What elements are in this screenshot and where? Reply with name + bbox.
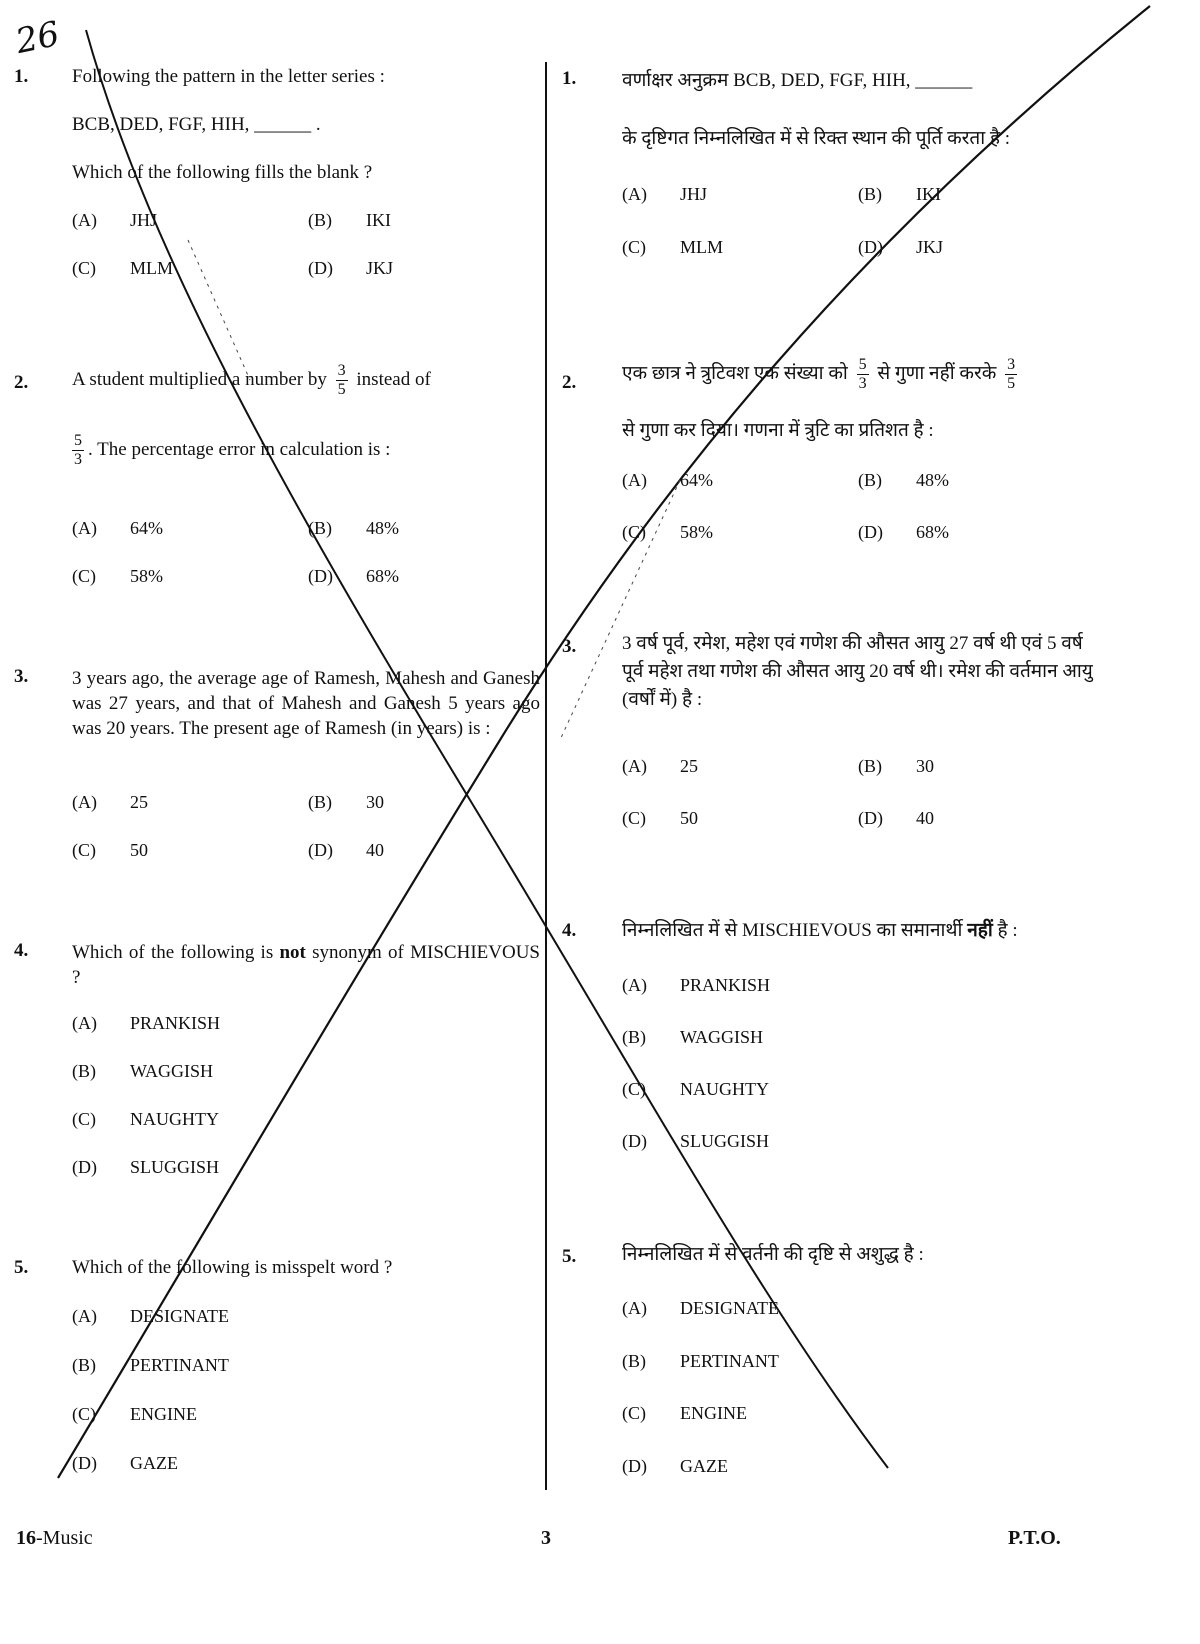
fraction: $\frac{3}{5}$ <box>1007 356 1016 392</box>
question-number: 4. <box>14 940 29 961</box>
question-number: 1. <box>14 66 29 87</box>
question-text: निम्नलिखित में से वर्तनी की दृष्टि से अशुद्ध है : <box>622 1244 924 1265</box>
option-b[interactable]: (B) 48% <box>858 470 949 490</box>
question-number: 5. <box>562 1246 577 1267</box>
question-number: 4. <box>562 920 577 941</box>
fraction: $\frac{3}{5}$ <box>337 362 346 398</box>
option-d[interactable]: (D) GAZE <box>622 1456 728 1476</box>
option-a[interactable]: (A) 64% <box>72 518 163 538</box>
question-text-line: से गुणा कर दिया। गणना में त्रुटि का प्रतिशत है : <box>622 420 934 441</box>
option-c[interactable]: (C) MLM <box>622 237 724 257</box>
question-text-line: वर्णाक्षर अनुक्रम BCB, DED, FGF, HIH, ______ <box>622 70 973 91</box>
option-d[interactable]: (D) 68% <box>858 522 949 542</box>
option-b[interactable]: (B) PERTINANT <box>622 1351 779 1371</box>
column-divider <box>545 62 547 1490</box>
option-b[interactable]: (B) 30 <box>858 756 934 776</box>
question-text-line: Following the pattern in the letter series : <box>72 66 385 87</box>
option-b[interactable]: (B) IKI <box>308 210 391 230</box>
option-c[interactable]: (C) 58% <box>72 566 163 586</box>
page-number: 3 <box>541 1527 551 1549</box>
option-d[interactable]: (D) 40 <box>858 808 934 828</box>
question-text: 3 years ago, the average age of Ramesh, Mahesh and Ganesh was 27 years, and that of Mahesh and Ganesh 5 years ago was 20 years. The present age of Ramesh (in years) is : <box>72 668 540 739</box>
question-number: 3. <box>562 636 577 657</box>
option-d[interactable]: (D) JKJ <box>308 258 394 278</box>
footer-subject-code: 16-Music <box>16 1527 93 1549</box>
please-turn-over: P.T.O. <box>1008 1527 1061 1549</box>
option-a[interactable]: (A) 25 <box>622 756 698 776</box>
option-d[interactable]: (D) SLUGGISH <box>622 1131 770 1151</box>
question-text-line: एक छात्र ने त्रुटिवश एक संख्या को $\frac{5}{3}$ से गुणा नहीं करके $\frac{3}{5}$ <box>622 356 1016 392</box>
question-number: 1. <box>562 68 577 89</box>
option-c[interactable]: (C) ENGINE <box>622 1403 747 1423</box>
question-text-line: के दृष्टिगत निम्नलिखित में से रिक्त स्थान की पूर्ति करता है : <box>622 128 1011 149</box>
question-number: 2. <box>14 372 29 393</box>
option-a[interactable]: (A) 64% <box>622 470 713 490</box>
option-d[interactable]: (D) 68% <box>308 566 399 586</box>
option-c[interactable]: (C) 50 <box>622 808 698 828</box>
question-number: 5. <box>14 1257 29 1278</box>
option-d[interactable]: (D) 40 <box>308 840 384 860</box>
option-a[interactable]: (A) JHJ <box>622 184 708 204</box>
option-c[interactable]: (C) NAUGHTY <box>622 1079 769 1099</box>
fraction: $\frac{5}{3}$ <box>74 432 82 468</box>
question-number: 3. <box>14 666 29 687</box>
letter-series: BCB, DED, FGF, HIH, ______ . <box>72 114 321 135</box>
question-number: 2. <box>562 372 577 393</box>
question-text: 3 वर्ष पूर्व, रमेश, महेश एवं गणेश की औसत आयु 27 वर्ष थी एवं 5 वर्ष पूर्व महेश तथा गणेश की औसत आयु 20 वर्ष थी। रमेश की वर्तमान आयु (वर्षों में) है : <box>622 633 1093 710</box>
option-c[interactable]: (C) 58% <box>622 522 713 542</box>
fraction: $\frac{5}{3}$ <box>858 356 867 392</box>
question-text: Which of the following is not synonym of MISCHIEVOUS ? <box>72 942 540 988</box>
option-b[interactable]: (B) 30 <box>308 792 384 812</box>
option-d[interactable]: (D) SLUGGISH <box>72 1157 220 1177</box>
option-d[interactable]: (D) JKJ <box>858 237 944 257</box>
question-text: Which of the following is misspelt word ? <box>72 1257 393 1278</box>
option-a[interactable]: (A) JHJ <box>72 210 158 230</box>
option-c[interactable]: (C) 50 <box>72 840 148 860</box>
option-c[interactable]: (C) ENGINE <box>72 1404 197 1424</box>
option-b[interactable]: (B) PERTINANT <box>72 1355 229 1375</box>
option-b[interactable]: (B) WAGGISH <box>72 1061 213 1081</box>
pen-stroke-dashed <box>188 240 250 380</box>
question-text-line: $\frac{5}{3}$ . The percentage error in calculation is : <box>74 432 391 468</box>
option-c[interactable]: (C) NAUGHTY <box>72 1109 219 1129</box>
option-a[interactable]: (A) PRANKISH <box>72 1013 221 1033</box>
handwritten-mark: 26 <box>12 13 63 63</box>
question-text: निम्नलिखित में से MISCHIEVOUS का समानार्थी नहीं है : <box>622 920 1018 941</box>
option-a[interactable]: (A) 25 <box>72 792 148 812</box>
option-b[interactable]: (B) WAGGISH <box>622 1027 763 1047</box>
option-b[interactable]: (B) 48% <box>308 518 399 538</box>
option-a[interactable]: (A) PRANKISH <box>622 975 771 995</box>
option-d[interactable]: (D) GAZE <box>72 1453 178 1473</box>
option-a[interactable]: (A) DESIGNATE <box>622 1298 779 1318</box>
option-a[interactable]: (A) DESIGNATE <box>72 1306 229 1326</box>
option-c[interactable]: (C) MLM <box>72 258 174 278</box>
option-b[interactable]: (B) IKI <box>858 184 941 204</box>
question-text-line: A student multiplied a number by $\frac{3}{5}$ instead of <box>72 362 431 398</box>
question-text-line: Which of the following fills the blank ? <box>72 162 373 183</box>
